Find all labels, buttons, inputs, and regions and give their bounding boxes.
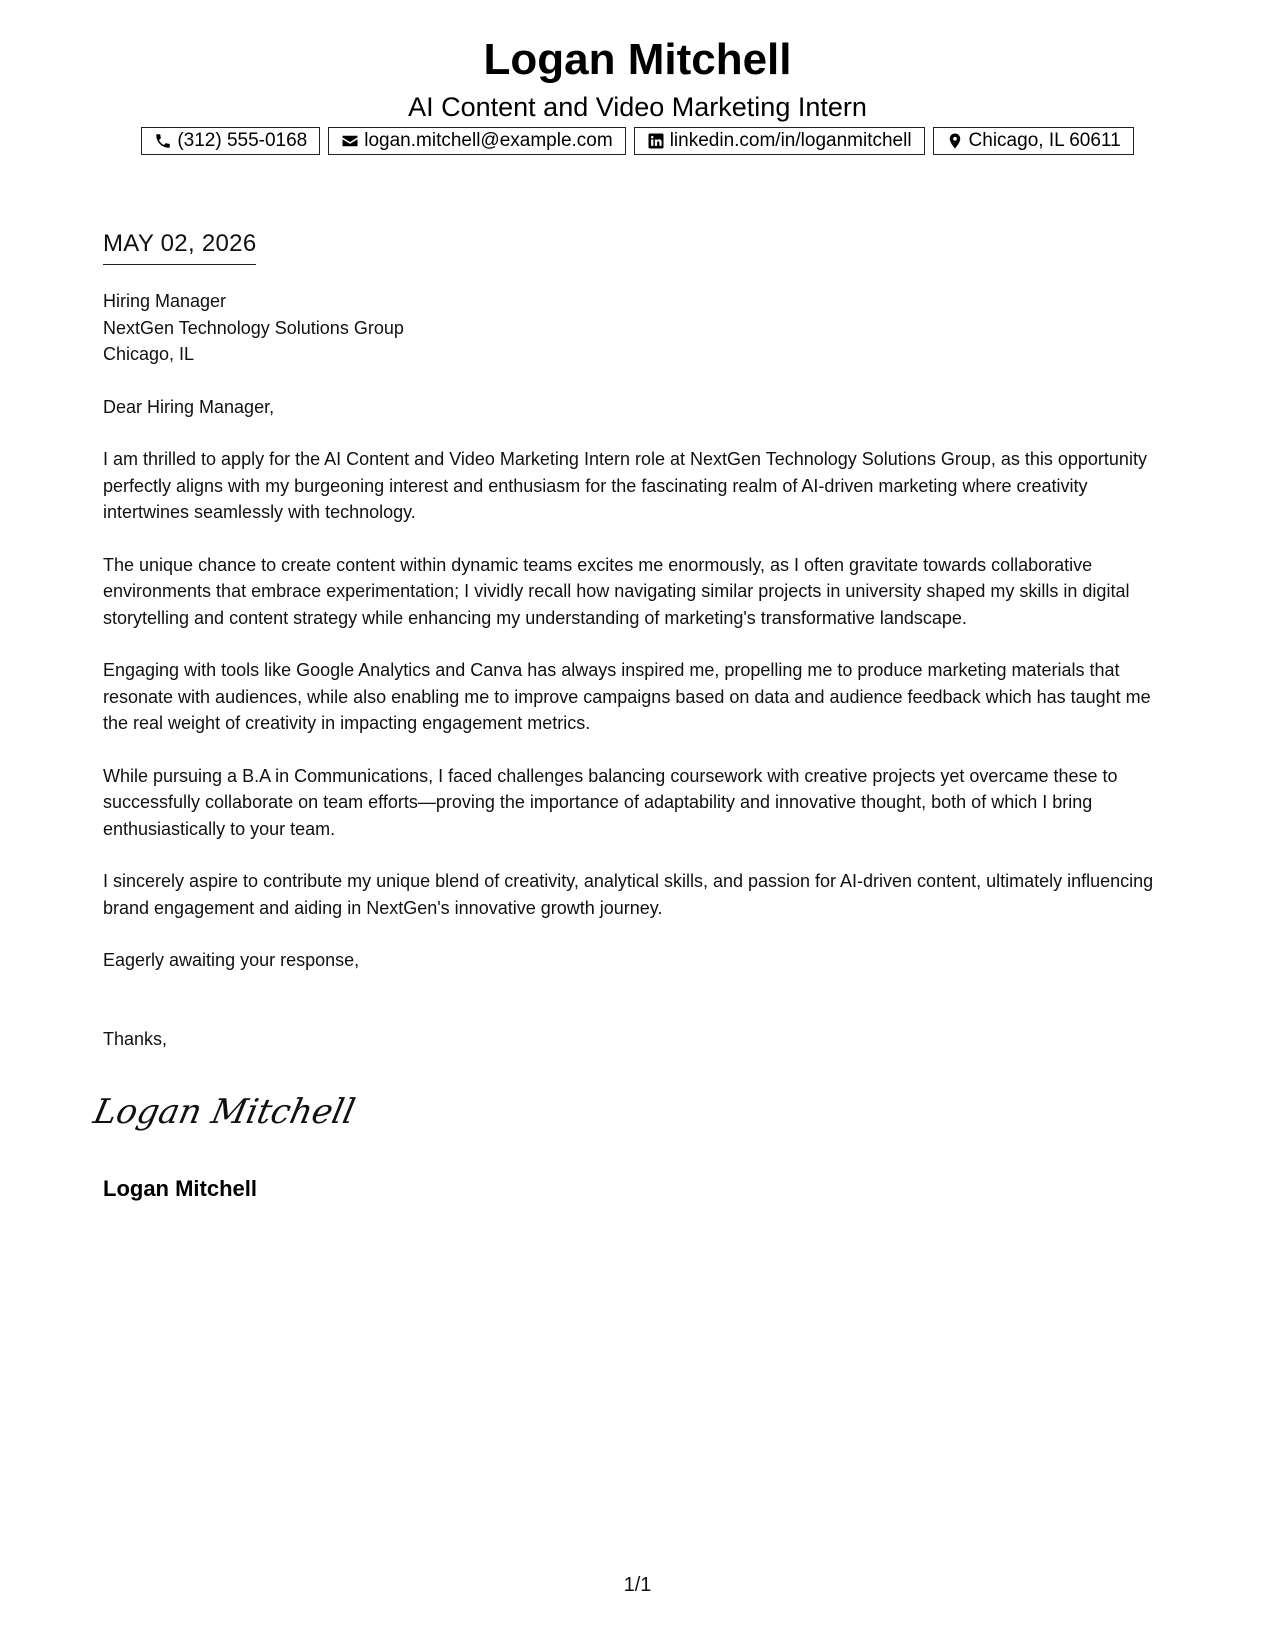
- contact-location: [933, 127, 1134, 155]
- contact-bar: [0, 127, 1275, 155]
- applicant-name: Logan Mitchell: [483, 35, 792, 84]
- email-text[interactable]: logan.mitchell@example.com: [364, 130, 613, 151]
- paragraph: While pursuing a B.A in Communications, I faced challenges balancing coursework with creative projects yet overcame these to successfully collaborate on team efforts—proving the importance of adaptability and innovative thought, both of which I bring enthusiastically to your team.: [103, 765, 1118, 839]
- contact-phone: [141, 127, 320, 155]
- signoff: Thanks,: [103, 1028, 168, 1049]
- linkedin-text[interactable]: linkedin.com/in/loganmitchell: [669, 130, 912, 151]
- contact-email[interactable]: [328, 127, 625, 155]
- letter-date: MAY 02, 2026: [103, 230, 256, 265]
- letter-header: [0, 30, 1275, 124]
- envelope-icon: [341, 132, 359, 150]
- page-number: 1/1: [623, 1574, 652, 1596]
- closing-line: Eagerly awaiting your response,: [103, 950, 360, 970]
- phone-icon: [154, 132, 172, 150]
- recipient-title: Hiring Manager: [103, 291, 227, 311]
- location-text: Chicago, IL 60611: [968, 130, 1121, 151]
- map-pin-icon: [946, 132, 964, 150]
- letter-body: [103, 288, 1173, 1078]
- recipient-block: [103, 288, 1173, 368]
- phone-text: (312) 555-0168: [177, 130, 308, 151]
- signer-name: Logan Mitchell: [103, 1176, 257, 1201]
- handwritten-signature: [90, 1085, 359, 1141]
- paragraph: Engaging with tools like Google Analytics and Canva has always inspired me, propelling me to produce marketing materials that resonate with audiences, while also enabling me to improve campaigns based on data and audience feedback which has taught me the real weight of creativity in impacting engagement metrics.: [103, 660, 1151, 733]
- recipient-location: Chicago, IL: [103, 344, 195, 364]
- salutation: Dear Hiring Manager,: [103, 396, 275, 417]
- paragraph: The unique chance to create content within dynamic teams excites me enormously, as I often gravitate towards collaborative environments that embrace experimentation; I vividly recall how navigating similar projects in university shaped my skills in digital storytelling and content strategy while enhancing my understanding of marketing's transformative landscape.: [103, 554, 1130, 628]
- paragraph: I am thrilled to apply for the AI Content and Video Marketing Intern role at NextGen Technology Solutions Group, as this opportunity perfectly aligns with my burgeoning interest and enthusiasm for the fascinating realm of AI-driven marketing where creativity intertwines seamlessly with technology.: [103, 449, 1147, 522]
- recipient-company: NextGen Technology Solutions Group: [103, 317, 404, 338]
- applicant-role: AI Content and Video Marketing Intern: [408, 92, 867, 122]
- signature-text: Logan Mitchell: [90, 1092, 359, 1132]
- contact-linkedin[interactable]: [634, 127, 925, 155]
- linkedin-icon: [647, 132, 665, 150]
- paragraph: I sincerely aspire to contribute my unique blend of creativity, analytical skills, and passion for AI-driven content, ultimately influencing brand engagement and aiding in NextGen's innovative growth journey.: [103, 871, 1154, 918]
